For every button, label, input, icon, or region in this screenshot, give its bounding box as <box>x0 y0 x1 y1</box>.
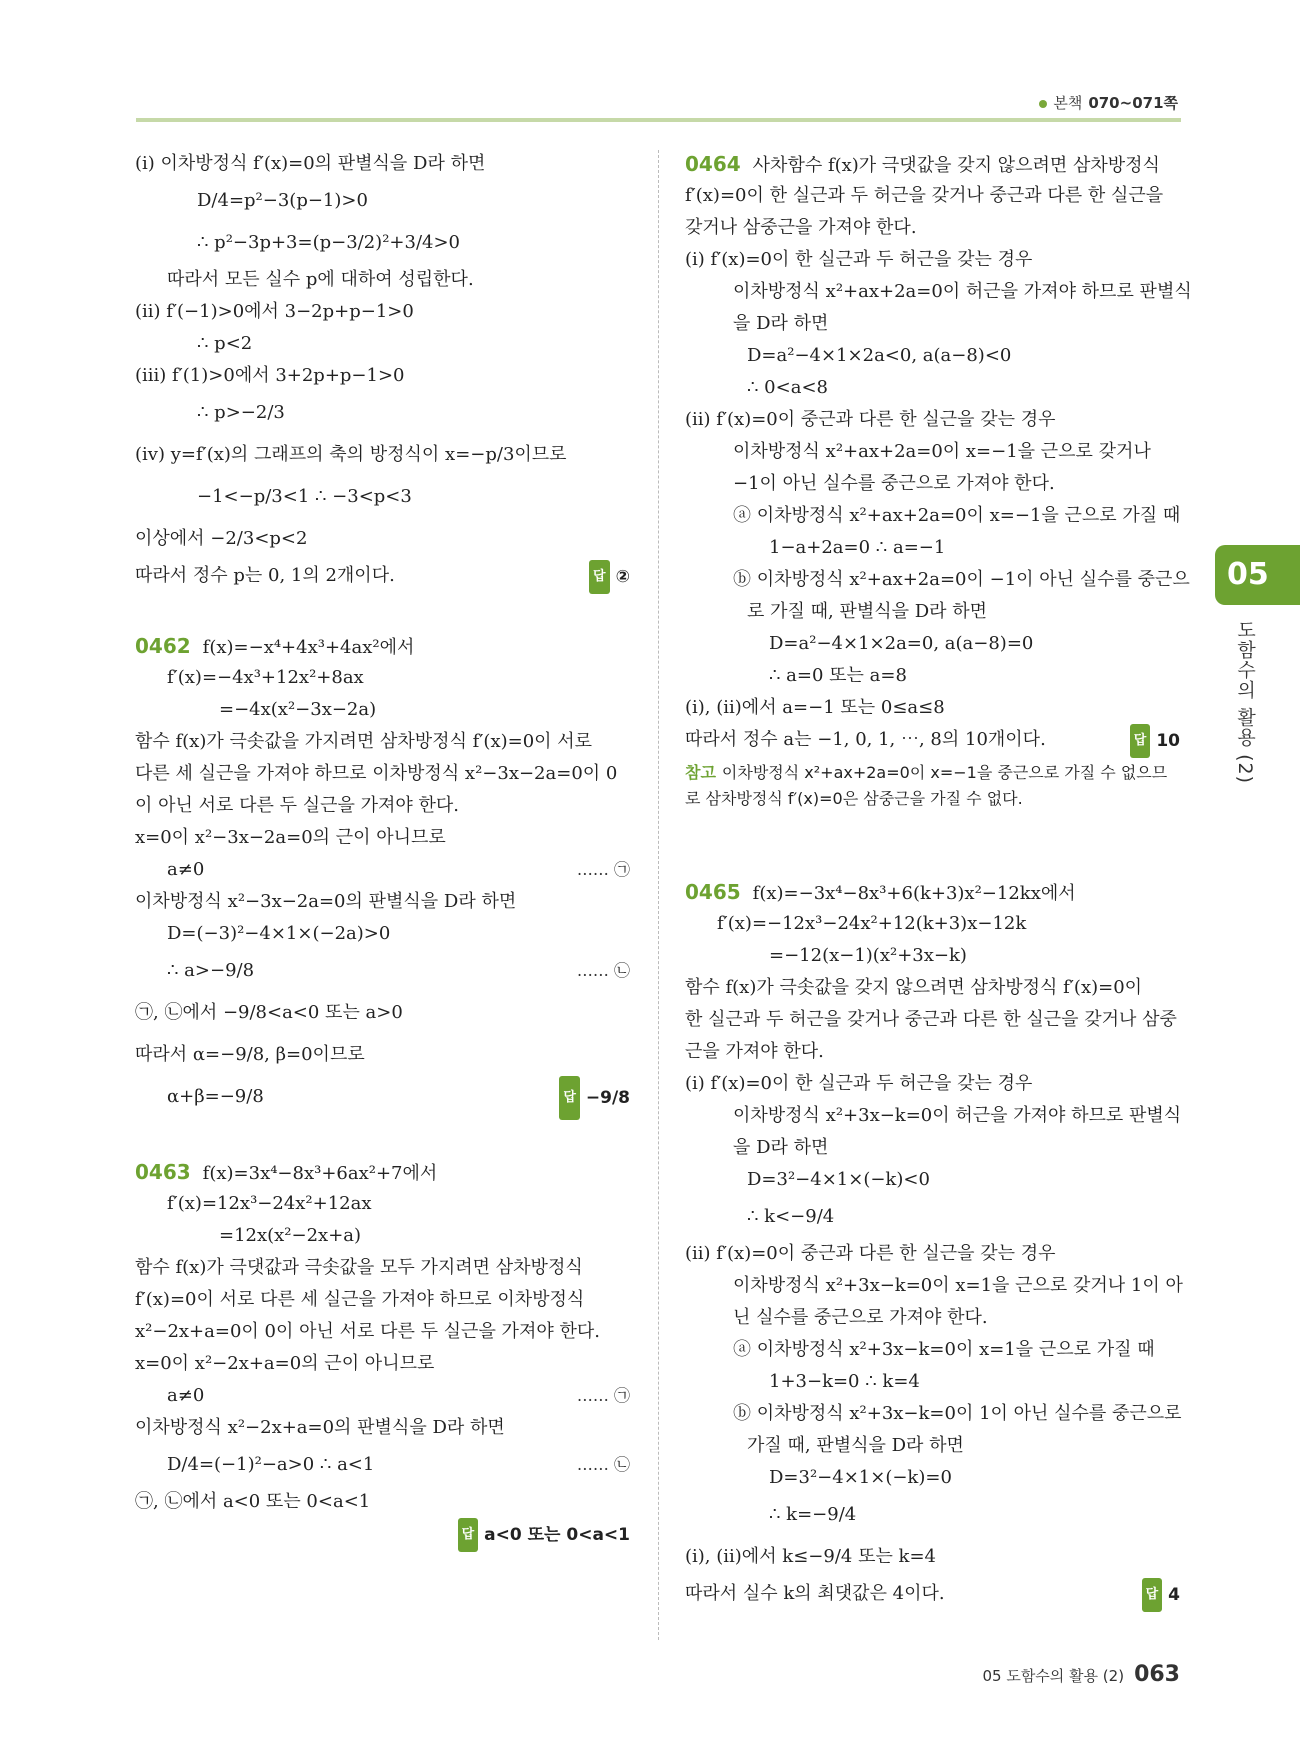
solution-line: −1<−p/3<1 ∴ −3<p<3 <box>197 486 412 507</box>
solution-line: a≠0 …… ㉠ <box>135 1380 630 1412</box>
problem-0463-header: 0463 f(x)=3x⁴−8x³+6ax²+7에서 <box>135 1160 438 1184</box>
solution-line: 따라서 실수 k의 최댓값은 4이다. 답 4 <box>685 1578 1180 1610</box>
solution-line: 한 실근과 두 허근을 갖거나 중근과 다른 한 실근을 갖거나 삼중 <box>685 1009 1177 1030</box>
solution-line: f′(x)=0이 서로 다른 세 실근을 가져야 하므로 이차방정식 <box>135 1289 585 1310</box>
solution-line: ∴ k=−9/4 <box>769 1504 857 1525</box>
answer: 답 −9/8 <box>559 1076 630 1120</box>
solution-line: (ⅱ) f′(x)=0이 중근과 다른 한 실근을 갖는 경우 <box>685 409 1056 430</box>
solution-line: 을 D라 하면 <box>733 1137 829 1158</box>
answer: 답 a<0 또는 0<a<1 <box>458 1518 630 1552</box>
problem-0465-header: 0465 f(x)=−3x⁴−8x³+6(k+3)x²−12kx에서 <box>685 880 1076 904</box>
solution-line: (ⅰ) 이차방정식 f′(x)=0의 판별식을 D라 하면 <box>135 153 486 174</box>
solution-line: ∴ p²−3p+3=(p−3/2)²+3/4>0 <box>197 232 461 253</box>
solution-line: 함수 f(x)가 극솟값을 갖지 않으려면 삼차방정식 f′(x)=0이 <box>685 977 1143 998</box>
chapter-title: 도함수의 활용 (2) <box>1234 620 1256 784</box>
problem-0464-header: 0464 사차함수 f(x)가 극댓값을 갖지 않으려면 삼차방정식 <box>685 152 1160 176</box>
equation-marker: …… ㉡ <box>576 961 630 980</box>
solution-line: (ⅰ) f′(x)=0이 한 실근과 두 허근을 갖는 경우 <box>685 1073 1033 1094</box>
solution-line: (ⅰ), (ⅱ)에서 k≤−9/4 또는 k=4 <box>685 1546 937 1567</box>
solution-line: =−4x(x²−3x−2a) <box>219 699 377 720</box>
solution-line: ∴ p>−2/3 <box>197 402 285 423</box>
column-divider <box>658 150 659 1640</box>
solution-line: D=a²−4×1×2a=0, a(a−8)=0 <box>769 633 1034 654</box>
solution-line: ⓑ 이차방정식 x²+ax+2a=0이 −1이 아닌 실수를 중근으 <box>733 569 1190 590</box>
left-column <box>135 148 630 1552</box>
answer-badge-icon: 답 <box>589 560 610 594</box>
right-column <box>685 148 1192 1612</box>
solution-line: 따라서 정수 a는 −1, 0, 1, ⋯, 8의 10개이다. 답 10 <box>685 724 1180 756</box>
solution-line: α+β=−9/8 답 −9/8 <box>135 1076 630 1118</box>
solution-line: (ⅲ) f′(1)>0에서 3+2p+p−1>0 <box>135 365 405 386</box>
solution-line: 1+3−k=0 ∴ k=4 <box>769 1371 920 1392</box>
solution-line: ∴ a=0 또는 a=8 <box>769 665 907 686</box>
solution-line: a≠0 …… ㉠ <box>135 854 630 886</box>
problem-number: 0465 <box>685 880 741 904</box>
solution-line: (ⅰ) f′(x)=0이 한 실근과 두 허근을 갖는 경우 <box>685 249 1033 270</box>
solution-line: ∴ p<2 <box>197 333 253 354</box>
solution-line: 가질 때, 판별식을 D라 하면 <box>747 1435 964 1456</box>
solution-line: 이차방정식 x²+3x−k=0이 x=1을 근으로 갖거나 1이 아 <box>733 1275 1183 1296</box>
solution-line: ∴ k<−9/4 <box>747 1206 835 1227</box>
solution-line: 닌 실수를 중근으로 가져야 한다. <box>733 1307 988 1328</box>
solution-line: (ⅰ), (ⅱ)에서 a=−1 또는 0≤a≤8 <box>685 697 945 718</box>
solution-line: x=0이 x²−2x+a=0의 근이 아니므로 <box>135 1353 435 1374</box>
header-rule <box>136 118 1181 122</box>
equation-marker: …… ㉡ <box>576 1455 630 1474</box>
footer-chapter: 05 도함수의 활용 (2) <box>982 1667 1125 1685</box>
answer: 답 4 <box>1142 1578 1180 1612</box>
solution-line: D=3²−4×1×(−k)<0 <box>747 1169 930 1190</box>
solution-line: 갖거나 삼중근을 가져야 한다. <box>685 217 917 238</box>
solution-line: 따라서 α=−9/8, β=0이므로 <box>135 1044 365 1065</box>
solution-line: D/4=p²−3(p−1)>0 <box>197 190 368 211</box>
textbook-reference: 본책 070~071쪽 <box>1039 92 1178 113</box>
solution-line: −1이 아닌 실수를 중근으로 가져야 한다. <box>733 473 1055 494</box>
answer: 답 10 <box>1130 724 1180 758</box>
solution-line: ⓑ 이차방정식 x²+3x−k=0이 1이 아닌 실수를 중근으로 <box>733 1403 1182 1424</box>
solution-line: D=(−3)²−4×1×(−2a)>0 <box>167 923 391 944</box>
page-footer <box>982 1662 1180 1687</box>
answer-badge-icon: 답 <box>1142 1578 1163 1612</box>
solution-line: 근을 가져야 한다. <box>685 1041 824 1062</box>
equation-marker: …… ㉠ <box>576 860 630 879</box>
solution-line: 로 가질 때, 판별식을 D라 하면 <box>747 601 988 622</box>
solution-line: ⓐ 이차방정식 x²+ax+2a=0이 x=−1을 근으로 가질 때 <box>733 505 1181 526</box>
solution-line: 함수 f(x)가 극댓값과 극솟값을 모두 가지려면 삼차방정식 <box>135 1257 583 1278</box>
solution-line: ∴ 0<a<8 <box>747 377 828 398</box>
solution-line: =12x(x²−2x+a) <box>219 1225 362 1246</box>
problem-number: 0462 <box>135 634 191 658</box>
problem-number: 0464 <box>685 152 741 176</box>
solution-line: f′(x)=12x³−24x²+12ax <box>167 1193 372 1214</box>
answer-badge-icon: 답 <box>458 1518 479 1552</box>
bullet-icon <box>1039 100 1047 108</box>
solution-line: 이차방정식 x²+3x−k=0이 허근을 가져야 하므로 판별식 <box>733 1105 1182 1126</box>
solution-line: 이차방정식 x²+ax+2a=0이 허근을 가져야 하므로 판별식 <box>733 281 1192 302</box>
solution-line: ∴ a>−9/8 …… ㉡ <box>135 950 630 992</box>
solution-line: 을 D라 하면 <box>733 313 829 334</box>
answer-badge-icon: 답 <box>1130 724 1151 758</box>
solution-line: (ⅱ) f′(−1)>0에서 3−2p+p−1>0 <box>135 301 414 322</box>
solution-line: 1−a+2a=0 ∴ a=−1 <box>769 537 946 558</box>
solution-line: 다른 세 실근을 가져야 하므로 이차방정식 x²−3x−2a=0이 0 <box>135 763 618 784</box>
reference-note: 참고 이차방정식 x²+ax+2a=0이 x=−1을 중근으로 가질 수 없으므로 삼차방정식 f′(x)=0은 삼중근을 가질 수 없다. <box>685 763 1168 808</box>
solution-line: D/4=(−1)²−a>0 ∴ a<1 …… ㉡ <box>135 1444 630 1486</box>
solution-line: D=3²−4×1×(−k)=0 <box>769 1467 952 1488</box>
page-number: 063 <box>1134 1662 1180 1687</box>
solution-line: 함수 f(x)가 극솟값을 가지려면 삼차방정식 f′(x)=0이 서로 <box>135 731 593 752</box>
solution-line: x=0이 x²−3x−2a=0의 근이 아니므로 <box>135 827 446 848</box>
solution-line: 이상에서 −2/3<p<2 <box>135 528 308 549</box>
solution-line: 따라서 정수 p는 0, 1의 2개이다. 답 ② <box>135 560 630 592</box>
solution-line: f′(x)=−4x³+12x²+8ax <box>167 667 364 688</box>
solution-line: f′(x)=−12x³−24x²+12(k+3)x−12k <box>717 913 1027 934</box>
solution-line: ㉠, ㉡에서 −9/8<a<0 또는 a>0 <box>135 1002 403 1023</box>
solution-line: (ⅱ) f′(x)=0이 중근과 다른 한 실근을 갖는 경우 <box>685 1243 1056 1264</box>
solution-line: 이차방정식 x²+ax+2a=0이 x=−1을 근으로 갖거나 <box>733 441 1151 462</box>
solution-line: ㉠, ㉡에서 a<0 또는 0<a<1 <box>135 1491 371 1512</box>
solution-line: x²−2x+a=0이 0이 아닌 서로 다른 두 실근을 가져야 한다. <box>135 1321 600 1342</box>
solution-line: ⓐ 이차방정식 x²+3x−k=0이 x=1을 근으로 가질 때 <box>733 1339 1155 1360</box>
problem-0462-header: 0462 f(x)=−x⁴+4x³+4ax²에서 <box>135 634 415 658</box>
answer-badge-icon: 답 <box>559 1076 580 1120</box>
chapter-tab: 05 <box>1215 545 1300 605</box>
note-label: 참고 <box>685 763 716 782</box>
solution-line: =−12(x−1)(x²+3x−k) <box>769 945 967 966</box>
solution-line: 이 아닌 서로 다른 두 실근을 가져야 한다. <box>135 795 459 816</box>
equation-marker: …… ㉠ <box>576 1386 630 1405</box>
solution-line: 이차방정식 x²−3x−2a=0의 판별식을 D라 하면 <box>135 891 517 912</box>
solution-line: 따라서 모든 실수 p에 대하여 성립한다. <box>167 269 474 290</box>
answer-line <box>135 1518 630 1550</box>
solution-line: f′(x)=0이 한 실근과 두 허근을 갖거나 중근과 다른 한 실근을 <box>685 185 1164 206</box>
solution-line: D=a²−4×1×2a<0, a(a−8)<0 <box>747 345 1012 366</box>
problem-number: 0463 <box>135 1160 191 1184</box>
solution-line: (ⅳ) y=f′(x)의 그래프의 축의 방정식이 x=−p/3이므로 <box>135 444 567 465</box>
solution-line: 이차방정식 x²−2x+a=0의 판별식을 D라 하면 <box>135 1417 505 1438</box>
answer: 답 ② <box>589 560 630 594</box>
